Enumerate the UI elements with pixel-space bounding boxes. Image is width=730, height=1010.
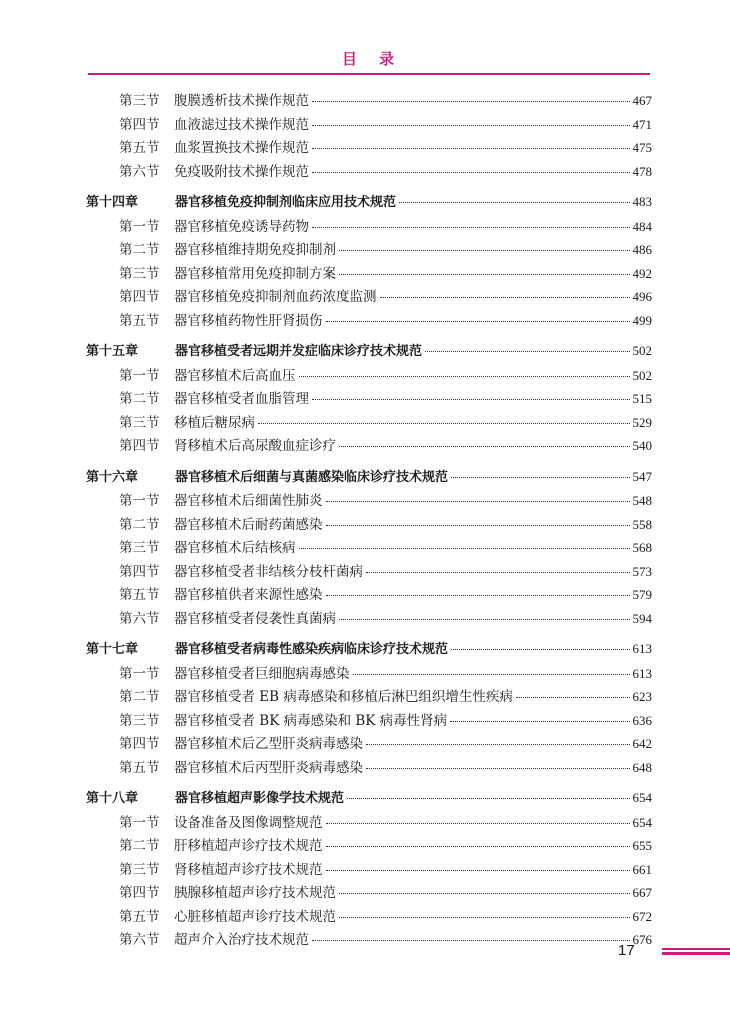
toc-section-row[interactable] — [86, 881, 652, 905]
toc-section-row[interactable] — [86, 756, 652, 780]
toc-entry-page: 484 — [632, 218, 652, 234]
toc-entry-label: 第一节 — [119, 367, 160, 384]
page-header-title: 目录 — [341, 50, 416, 68]
toc-entry-label: 第三节 — [119, 414, 160, 431]
toc-section-row[interactable] — [86, 811, 652, 835]
toc-entry-label: 第二节 — [119, 838, 160, 854]
toc-entry-title: 器官移植免疫抑制剂血药浓度监测 — [174, 289, 377, 305]
toc-section-row[interactable] — [86, 662, 652, 686]
dot-leader — [258, 423, 630, 424]
dot-leader — [425, 351, 629, 352]
toc-entry-title: 胰腺移植超声诊疗技术规范 — [174, 885, 336, 901]
toc-entry-label: 第五节 — [119, 908, 160, 925]
toc-entry-title: 器官移植受者巨细胞病毒感染 — [174, 665, 350, 682]
dot-leader — [312, 399, 630, 400]
dot-leader — [326, 823, 630, 824]
toc-entry-page: 613 — [632, 665, 652, 681]
dot-leader — [353, 674, 630, 675]
toc-entry-title: 血浆置换技术操作规范 — [174, 140, 309, 156]
toc-section-row[interactable] — [86, 309, 652, 333]
toc-entry-label: 第二节 — [119, 391, 160, 407]
toc-entry-label: 第三节 — [119, 861, 160, 878]
toc-entry-label: 第六节 — [119, 163, 160, 180]
toc-entry-label: 第三节 — [119, 712, 160, 729]
toc-entry-title: 免疫吸附技术操作规范 — [174, 163, 309, 180]
toc-entry-title: 器官移植常用免疫抑制方案 — [174, 265, 336, 282]
dot-leader — [326, 846, 630, 847]
toc-entry-label: 第十八章 — [86, 791, 139, 806]
toc-entry-page: 594 — [632, 610, 652, 626]
toc-section-row[interactable] — [86, 160, 652, 184]
toc-entry-label: 第十六章 — [86, 469, 139, 485]
toc-entry-page: 613 — [632, 641, 652, 656]
toc-entry-label: 第一节 — [119, 665, 160, 682]
toc-section-row[interactable] — [86, 364, 652, 388]
dot-leader — [312, 125, 630, 126]
toc-entry-title: 器官移植受者 BK 病毒感染和 BK 病毒性肾病 — [174, 712, 448, 729]
toc-section-row[interactable] — [86, 905, 652, 929]
toc-entry-page: 540 — [632, 438, 652, 453]
toc-section-row[interactable] — [86, 834, 652, 858]
toc-entry-title: 器官移植术后耐药菌感染 — [174, 516, 323, 533]
footer-bar-thick — [662, 952, 730, 955]
header-rule — [88, 73, 650, 75]
toc-entry-label: 第六节 — [119, 610, 160, 627]
toc-entry-label: 第四节 — [119, 885, 160, 901]
toc-entry-label: 第三节 — [119, 93, 160, 109]
toc-section-row[interactable] — [86, 685, 652, 709]
toc-entry-page: 579 — [632, 587, 652, 602]
toc-entry-page: 529 — [632, 414, 652, 430]
toc-section-row[interactable] — [86, 89, 652, 113]
toc-entry-page: 496 — [632, 289, 652, 304]
footer-bar-thin — [662, 948, 730, 950]
toc-entry-title: 器官移植术后细菌与真菌感染临床诊疗技术规范 — [175, 469, 449, 485]
toc-entry-label: 第一节 — [119, 814, 160, 831]
toc-entry-title: 器官移植药物性肝肾损伤 — [174, 312, 323, 329]
toc-entry-label: 第四节 — [119, 438, 160, 454]
dot-leader — [339, 446, 630, 447]
toc-entry-page: 648 — [632, 759, 652, 775]
dot-leader — [366, 768, 630, 769]
toc-entry-page: 676 — [632, 932, 652, 947]
toc-entry-title: 器官移植术后高血压 — [174, 367, 296, 384]
toc-entry-page: 492 — [632, 265, 652, 281]
toc-section-row[interactable] — [86, 513, 652, 537]
dot-leader — [299, 548, 630, 549]
dot-leader — [312, 940, 630, 941]
dot-leader — [339, 619, 630, 620]
dot-leader — [339, 250, 630, 251]
toc-section-row[interactable] — [86, 607, 652, 631]
toc-entry-page: 573 — [632, 563, 652, 579]
toc-entry-title: 器官移植受者血脂管理 — [174, 391, 309, 407]
dot-leader — [312, 101, 630, 102]
dot-leader — [326, 870, 630, 871]
toc-entry-title: 设备准备及图像调整规范 — [174, 814, 323, 831]
dot-leader — [380, 297, 630, 298]
toc-entry-label: 第十四章 — [86, 195, 139, 210]
dot-leader — [326, 321, 630, 322]
toc-section-row[interactable] — [86, 285, 652, 309]
toc-entry-label: 第五节 — [119, 312, 160, 329]
toc-chapter-row[interactable] — [86, 191, 652, 215]
toc-entry-title: 器官移植术后乙型肝炎病毒感染 — [174, 736, 363, 752]
toc-entry-title: 器官移植免疫抑制剂临床应用技术规范 — [175, 195, 397, 210]
toc-entry-page: 486 — [632, 242, 652, 257]
dot-leader — [366, 572, 630, 573]
toc-section-row[interactable] — [86, 238, 652, 262]
toc-entry-title: 肾移植术后高尿酸血症诊疗 — [174, 438, 336, 454]
toc-section-row[interactable] — [86, 215, 652, 239]
toc-entry-label: 第二节 — [119, 516, 160, 533]
toc-section-row[interactable] — [86, 262, 652, 286]
toc-entry-title: 移植后糖尿病 — [174, 414, 255, 431]
dot-leader — [326, 501, 630, 502]
toc-entry-title: 肾移植超声诊疗技术规范 — [174, 861, 323, 878]
dot-leader — [326, 595, 630, 596]
toc-entry-title: 肝移植超声诊疗技术规范 — [174, 838, 323, 854]
toc-entry-page: 547 — [632, 468, 652, 484]
toc-entry-page: 623 — [632, 689, 652, 704]
toc-entry-page: 483 — [632, 194, 652, 209]
toc-entry-label: 第四节 — [119, 736, 160, 752]
toc-entry-title: 器官移植受者侵袭性真菌病 — [174, 610, 336, 627]
toc-entry-page: 475 — [632, 140, 652, 155]
toc-entry-page: 654 — [632, 790, 652, 805]
dot-leader — [326, 525, 630, 526]
toc-entry-label: 第三节 — [119, 265, 160, 282]
toc-section-row[interactable] — [86, 709, 652, 733]
toc-chapter-row[interactable] — [86, 638, 652, 662]
toc-section-row[interactable] — [86, 536, 652, 560]
toc-chapter-row[interactable] — [86, 340, 652, 364]
toc-section-row[interactable] — [86, 858, 652, 882]
toc-entry-label: 第十七章 — [86, 642, 139, 657]
toc-entry-title: 器官移植受者非结核分枝杆菌病 — [174, 563, 363, 580]
toc-entry-title: 器官移植受者远期并发症临床诊疗技术规范 — [175, 344, 423, 359]
toc-entry-title: 超声介入治疗技术规范 — [174, 932, 309, 948]
toc-entry-label: 第五节 — [119, 587, 160, 603]
toc-entry-label: 第五节 — [119, 759, 160, 776]
toc-entry-page: 667 — [632, 885, 652, 900]
dot-leader — [399, 202, 629, 203]
toc-entry-label: 第三节 — [119, 540, 160, 556]
toc-section-row[interactable] — [86, 560, 652, 584]
toc-entry-label: 第六节 — [119, 932, 160, 948]
toc-entry-label: 第二节 — [119, 242, 160, 258]
toc-section-row[interactable] — [86, 387, 652, 411]
toc-section-row[interactable] — [86, 489, 652, 513]
toc-section-row[interactable] — [86, 113, 652, 137]
toc-entry-label: 第二节 — [119, 689, 160, 705]
toc-section-row[interactable] — [86, 136, 652, 160]
dot-leader — [339, 917, 630, 918]
dot-leader — [516, 697, 630, 698]
toc-entry-title: 器官移植术后丙型肝炎病毒感染 — [174, 759, 363, 776]
toc-entry-page: 558 — [632, 516, 652, 532]
dot-leader — [451, 649, 629, 650]
dot-leader — [366, 744, 630, 745]
toc-entry-page: 515 — [632, 391, 652, 406]
toc-entry-page: 661 — [632, 861, 652, 877]
toc-chapter-row[interactable] — [86, 466, 652, 490]
dot-leader — [339, 274, 630, 275]
toc-entry-label: 第一节 — [119, 218, 160, 235]
toc-entry-title: 腹膜透析技术操作规范 — [174, 93, 309, 109]
toc-entry-page: 548 — [632, 493, 652, 508]
toc-entry-page: 499 — [632, 312, 652, 328]
toc-entry-label: 第四节 — [119, 563, 160, 580]
toc-entry-page: 502 — [632, 343, 652, 358]
toc-entry-page: 642 — [632, 736, 652, 751]
dot-leader — [450, 721, 629, 722]
toc-entry-label: 第四节 — [119, 289, 160, 305]
toc-entry-label: 第五节 — [119, 140, 160, 156]
toc-entry-title: 器官移植受者病毒性感染疾病临床诊疗技术规范 — [175, 642, 449, 657]
toc-entry-title: 器官移植免疫诱导药物 — [174, 218, 309, 235]
dot-leader — [451, 477, 629, 478]
toc-entry-title: 器官移植维持期免疫抑制剂 — [174, 242, 336, 258]
toc-entry-title: 器官移植术后细菌性肺炎 — [174, 493, 323, 509]
toc-entry-title: 器官移植术后结核病 — [174, 540, 296, 556]
dot-leader — [339, 893, 630, 894]
toc-entry-page: 654 — [632, 814, 652, 830]
page-number: 17 — [618, 942, 635, 959]
dot-leader — [312, 148, 630, 149]
toc-section-row[interactable] — [86, 732, 652, 756]
toc-entry-page: 636 — [632, 712, 652, 728]
toc-entry-label: 第十五章 — [86, 344, 139, 359]
dot-leader — [312, 227, 630, 228]
toc-entry-page: 655 — [632, 838, 652, 853]
toc-entry-page: 502 — [632, 367, 652, 383]
dot-leader — [299, 376, 630, 377]
toc-entry-label: 第一节 — [119, 493, 160, 509]
toc-entry-title: 血液滤过技术操作规范 — [174, 116, 309, 133]
toc-entry-label: 第四节 — [119, 116, 160, 133]
dot-leader — [347, 798, 629, 799]
toc-entry-page: 467 — [632, 93, 652, 108]
toc-entry-page: 471 — [632, 116, 652, 132]
toc-entry-title: 心脏移植超声诊疗技术规范 — [174, 908, 336, 925]
toc-entry-title: 器官移植受者 EB 病毒感染和移植后淋巴组织增生性疾病 — [174, 689, 513, 705]
toc-entry-title: 器官移植供者来源性感染 — [174, 587, 323, 603]
toc-entry-title: 器官移植超声影像学技术规范 — [175, 791, 345, 806]
toc-section-row[interactable] — [86, 411, 652, 435]
dot-leader — [312, 172, 630, 173]
toc-entry-page: 478 — [632, 163, 652, 179]
toc-section-row[interactable] — [86, 434, 652, 458]
toc-chapter-row[interactable] — [86, 787, 652, 811]
table-of-contents — [86, 89, 652, 952]
toc-entry-page: 672 — [632, 908, 652, 924]
toc-section-row[interactable] — [86, 928, 652, 952]
toc-entry-page: 568 — [632, 540, 652, 555]
toc-section-row[interactable] — [86, 583, 652, 607]
